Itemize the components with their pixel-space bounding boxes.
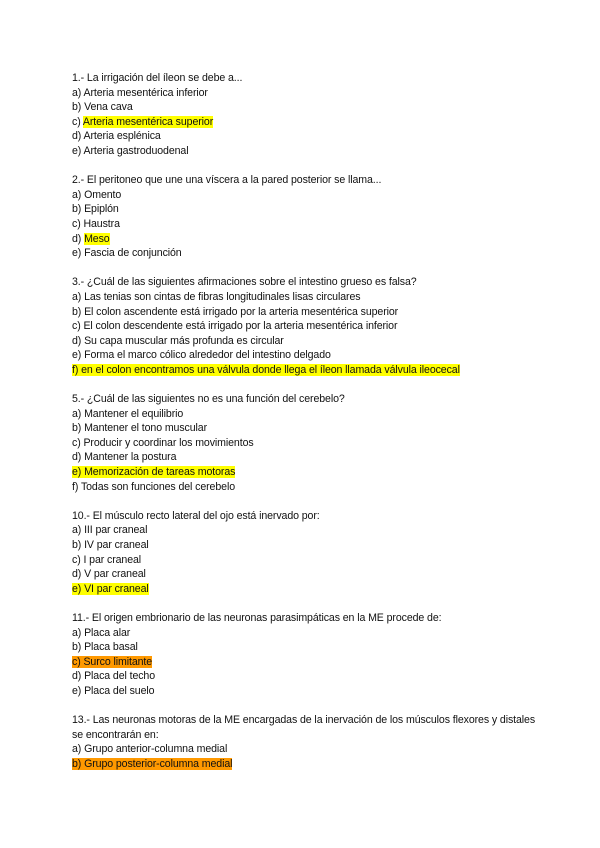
question-1 (72, 71, 542, 159)
answer-option: e) Arteria gastroduodenal (72, 144, 189, 157)
answer-option: e) Placa del suelo (72, 684, 155, 697)
answer-option: a) Mantener el equilibrio (72, 407, 184, 420)
answer-option: c) Producir y coordinar los movimientos (72, 436, 254, 449)
document-page (72, 71, 542, 786)
answer-option: a) Placa alar (72, 626, 131, 639)
answer-option-highlighted: c) Arteria mesentérica superior (72, 115, 214, 128)
answer-option: c) I par craneal (72, 553, 142, 566)
highlight-mark: f) en el colon encontramos una válvula donde llega el íleon llamada válvula ileocecal (72, 363, 460, 376)
highlight-mark: c) Surco limitante (72, 655, 153, 668)
answer-option: f) Todas son funciones del cerebelo (72, 480, 235, 493)
answer-option: d) Mantener la postura (72, 451, 177, 464)
answer-option: b) Vena cava (72, 101, 133, 114)
answer-option: a) Arteria mesentérica inferior (72, 86, 208, 99)
answer-option: b) Placa basal (72, 641, 138, 654)
answer-option-highlighted (72, 757, 542, 772)
question-3 (72, 275, 542, 377)
answer-option: c) Haustra (72, 217, 120, 230)
answer-option: a) III par craneal (72, 524, 148, 537)
highlight-mark: Meso (84, 232, 110, 245)
answer-option: b) IV par craneal (72, 539, 149, 551)
answer-option: c) El colon descendente está irrigado por la arteria mesentérica inferior (72, 320, 398, 333)
answer-option-highlighted (72, 465, 542, 480)
question-text: 5.- ¿Cuál de las siguientes no es una función del cerebelo? (72, 393, 345, 406)
answer-option-highlighted (72, 582, 542, 597)
question-11 (72, 611, 542, 699)
question-10 (72, 509, 542, 597)
answer-option: b) Mantener el tono muscular (72, 422, 208, 435)
answer-option: d) Arteria esplénica (72, 130, 161, 143)
question-text: 11.- El origen embrionario de las neuronas parasimpáticas en la ME procede de: (72, 611, 442, 624)
question-text: 13.- Las neuronas motoras de la ME encargadas de la inervación de los músculos flexores y distales se encontrarán en: (72, 714, 536, 741)
question-5 (72, 392, 542, 494)
answer-option: a) Las tenias son cintas de fibras longitudinales lisas circulares (72, 290, 361, 303)
answer-option: b) El colon ascendente está irrigado por la arteria mesentérica superior (72, 305, 399, 318)
question-13 (72, 713, 542, 771)
answer-option: a) Omento (72, 188, 122, 201)
answer-option: e) Forma el marco cólico alrededor del intestino delgado (72, 349, 331, 362)
answer-option-highlighted: d) Meso (72, 232, 110, 245)
answer-option: e) Fascia de conjunción (72, 247, 182, 260)
question-text: 3.- ¿Cuál de las siguientes afirmaciones sobre el intestino grueso es falsa? (72, 276, 417, 289)
answer-option: a) Grupo anterior-columna medial (72, 743, 228, 756)
question-text: 2.- El peritoneo que une una víscera a la pared posterior se llama... (72, 174, 382, 187)
question-text: 10.- El músculo recto lateral del ojo está inervado por: (72, 509, 320, 522)
answer-option: d) Placa del techo (72, 670, 156, 683)
answer-option: b) Epiplón (72, 203, 119, 216)
question-text: 1.- La irrigación del íleon se debe a... (72, 72, 243, 84)
answer-option-highlighted (72, 363, 542, 378)
answer-option-highlighted (72, 655, 542, 670)
highlight-mark: e) Memorización de tareas motoras (72, 466, 236, 479)
question-2 (72, 173, 542, 261)
highlight-mark: b) Grupo posterior-columna medial (72, 757, 233, 770)
answer-option: d) Su capa muscular más profunda es circular (72, 334, 284, 347)
highlight-mark: e) VI par craneal (72, 582, 149, 595)
answer-option: d) V par craneal (72, 568, 146, 581)
highlight-mark: Arteria mesentérica superior (82, 115, 214, 128)
